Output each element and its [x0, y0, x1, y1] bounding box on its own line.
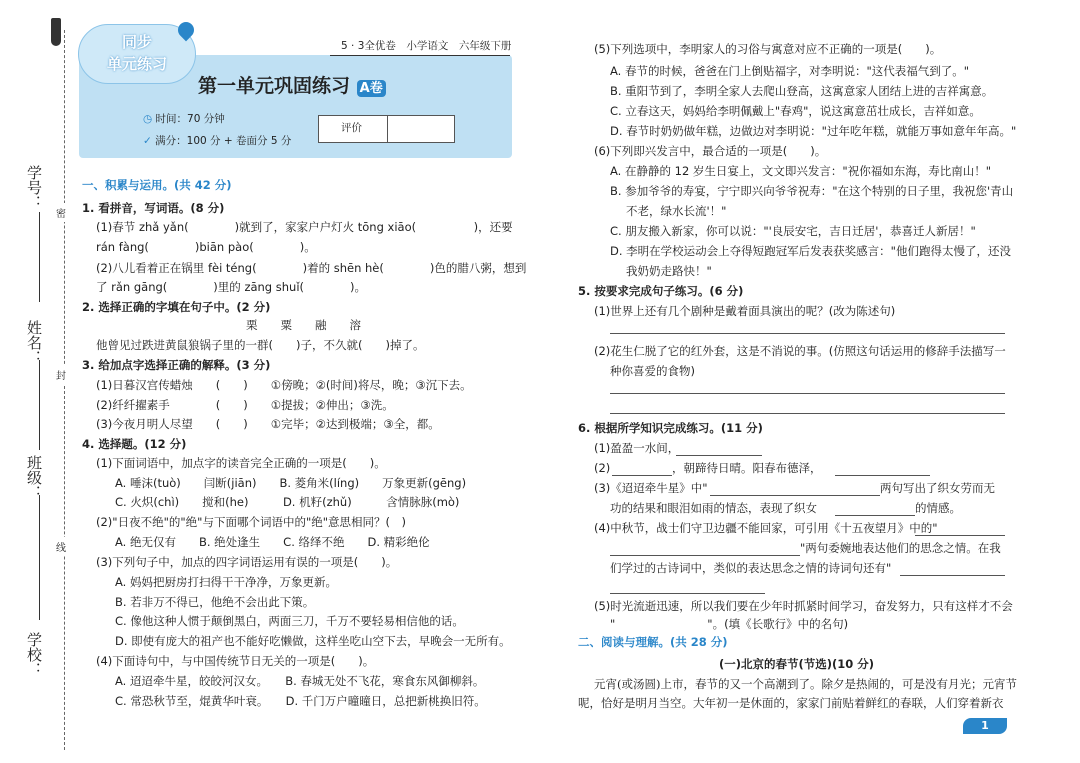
q6-2-text: ，朝蹄待日晴。阳春布德泽，	[672, 461, 822, 475]
pen-icon	[51, 18, 61, 46]
q4-2-options: A. 绝无仅有 B. 绝处逢生 C. 络绎不绝 D. 精彩绝伦	[115, 535, 430, 549]
seal-mark: 线	[56, 537, 66, 556]
answer-line[interactable]	[835, 475, 930, 476]
page-title	[198, 77, 386, 96]
evaluation-box[interactable]	[318, 115, 455, 143]
reading-title: (一)北京的春节(节选)(10 分)	[719, 657, 875, 671]
q3-item-2: (2)纤纤擢素手 ( ) ①提拔；②伸出；③洗。	[96, 398, 394, 412]
series-underline	[330, 55, 510, 56]
q6-2-prefix: (2)	[594, 461, 611, 475]
q3-item-3: (3)今夜月明人尽望 ( ) ①完毕；②达到极端；③全，都。	[96, 417, 440, 431]
q6-3-c: 功的结果和眼泪如雨的情态，表现了织女	[610, 501, 817, 515]
q6-3-a: (3)《迢迢牵牛星》中"	[594, 481, 708, 495]
answer-line[interactable]	[610, 333, 1005, 334]
q6-heading: 6. 根据所学知识完成练习。(11 分)	[578, 421, 763, 435]
answer-line[interactable]	[710, 495, 880, 496]
q6-3-b: 两句写出了织女劳而无	[880, 481, 995, 495]
answer-line[interactable]	[610, 555, 800, 556]
name-label: 姓名：	[25, 320, 43, 365]
time-text: 时间：70 分钟	[155, 113, 225, 125]
answer-line[interactable]	[610, 413, 1005, 414]
q4-6-option-b-cont: 不老，绿水长流'！"	[626, 204, 727, 218]
q4-6-option-b: B. 参加爷爷的寿宴，宁宁即兴向爷爷祝寿："在这个特别的日子里，我祝您'青山	[610, 184, 1014, 198]
seal-mark: 密	[56, 203, 66, 222]
q4-6-stem: (6)下列即兴发言中，最合适的一项是( )。	[594, 144, 827, 158]
section2-heading: 二、阅读与理解。(共 28 分)	[578, 635, 728, 649]
q4-2-stem: (2)"日夜不绝"的"绝"与下面哪个词语中的"绝"意思相同？( )	[96, 515, 406, 529]
score-text: 满分：100 分 + 卷面分 5 分	[155, 135, 292, 147]
q2-sentence: 他曾见过跌进黄鼠狼锅子里的一群( )子，不久就( )掉了。	[96, 338, 425, 352]
q3-item-1: (1)日暮汉宫传蜡烛 ( ) ①傍晚；②(时间)将尽，晚；③沉下去。	[96, 378, 472, 392]
q6-5: (5)时光流逝迅速，所以我们要在少年时抓紧时间学习，奋发努力，只有这样才不会	[594, 599, 1013, 613]
q4-1-stem: (1)下面词语中，加点字的读音完全正确的一项是( )。	[96, 456, 386, 470]
class-label: 班级：	[25, 455, 43, 500]
clock-icon: ◷	[143, 113, 153, 125]
class-line	[39, 495, 40, 620]
q5-2-stem-cont: 种你喜爱的食物)	[610, 364, 695, 378]
evaluation-label: 评价	[341, 122, 362, 134]
q4-1-options-cd: C. 火炽(chì) 搅和(he) D. 机籽(zhǔ) 含情脉脉(mò)	[115, 495, 460, 509]
q1-line-c: (2)八儿看着正在锅里 fèi téng( )着的 shēn hè( )色的腊八粥，想到	[96, 261, 527, 275]
q4-6-option-c: C. 朋友搬入新家，你可以说："'良辰安宅，吉日迁居'，恭喜迁人新居！"	[610, 224, 976, 238]
q4-3-option-d: D. 即使有庞大的祖产也不能好吃懒做，这样坐吃山空下去，早晚会一无所有。	[115, 634, 511, 648]
answer-line[interactable]	[610, 593, 765, 594]
answer-line[interactable]	[835, 515, 915, 516]
q1-line-a: (1)春节 zhǎ yǎn( )就到了，家家户户灯火 tōng xiāo( )，还要	[96, 220, 513, 234]
q2-characters: 栗 粟 融 溶	[246, 318, 361, 332]
q5-2-stem: (2)花生仁脱了它的红外套，这是不消说的事。(仿照这句话运用的修辞手法描写一	[594, 344, 1006, 358]
time-info	[143, 114, 225, 125]
q4-3-option-a: A. 妈妈把厨房打扫得干干净净，万象更新。	[115, 575, 337, 589]
title-badge: A卷	[357, 80, 386, 97]
q4-5-stem: (5)下列选项中，李明家人的习俗与寓意对应不正确的一项是( )。	[594, 42, 942, 56]
q4-heading: 4. 选择题。(12 分)	[82, 437, 187, 451]
q3-heading: 3. 给加点字选择正确的解释。(3 分)	[82, 358, 271, 372]
q4-5-option-a: A. 春节的时候，爸爸在门上倒贴福字，对李明说："这代表福气到了。"	[610, 64, 970, 78]
q1-heading: 1. 看拼音，写词语。(8 分)	[82, 201, 225, 215]
q1-line-d: 了 rǎn gāng( )里的 zāng shuǐ( )。	[96, 280, 367, 294]
evaluation-divider	[387, 116, 388, 142]
q6-5-cont: " "。(填《长歌行》中的名句)	[610, 617, 849, 631]
q4-5-option-c: C. 立春这天，妈妈给李明佩戴上"春鸡"，说这寓意茁壮成长，吉祥如意。	[610, 104, 981, 118]
q4-1-options-ab: A. 唾沫(tuò) 闫断(jiān) B. 菱角米(líng) 万象更新(gēng)	[115, 476, 467, 490]
student-no-line	[39, 212, 40, 302]
answer-line[interactable]	[676, 455, 762, 456]
q6-4-a: (4)中秋节，战士们守卫边疆不能回家，可引用《十五夜望月》中的"	[594, 521, 938, 535]
q4-6-option-a: A. 在静静的 12 岁生日宴上，文文即兴发言："祝你福如东海，寿比南山！"	[610, 164, 991, 178]
school-label: 学校：	[25, 632, 43, 677]
answer-line[interactable]	[915, 535, 1005, 536]
score-info	[143, 136, 291, 147]
q4-4-stem: (4)下面诗句中，与中国传统节日无关的一项是( )。	[96, 654, 375, 668]
q4-3-option-b: B. 若非万不得已，他绝不会出此下策。	[115, 595, 315, 609]
q4-3-option-c: C. 像他这种人惯于颠倒黑白，两面三刀，千万不要轻易相信他的话。	[115, 614, 464, 628]
q4-6-option-d: D. 李明在学校运动会上夺得短跑冠军后发表获奖感言："他们跑得太慢了，还没	[610, 244, 1011, 258]
q6-1: (1)盈盈一水间，	[594, 441, 680, 455]
q6-4-b: "两句委婉地表达他们的思念之情。在我	[800, 541, 1001, 555]
q4-5-option-d: D. 春节时奶奶做年糕，边做边对李明说："过年吃年糕，就能万事如意年年高。"	[610, 124, 1017, 138]
q5-heading: 5. 按要求完成句子练习。(6 分)	[578, 284, 744, 298]
badge-line2: 单元练习	[106, 55, 167, 73]
page-number: 1	[963, 718, 1007, 734]
reading-line-1: 元宵(或汤圆)上市，春节的又一个高潮到了。除夕是热闹的，可是没有月光；元宵节	[594, 677, 1017, 691]
student-no-label: 学号：	[25, 165, 43, 210]
q1-line-b: rán fàng( )biān pào( )。	[96, 240, 316, 254]
q4-4-options-cd: C. 常恐秋节至，焜黄华叶衰。 D. 千门万户曈曈日，总把新桃换旧符。	[115, 694, 486, 708]
q6-4-c: 们学过的古诗词中，类似的表达思念之情的诗词句还有"	[610, 561, 892, 575]
check-icon: ✓	[143, 135, 152, 147]
q4-4-options-ab: A. 迢迢牵牛星，皎皎河汉女。 B. 春城无处不飞花，寒食东风御柳斜。	[115, 674, 485, 688]
q4-3-stem: (3)下列句子中，加点的四字词语运用有误的一项是( )。	[96, 555, 398, 569]
q5-1-stem: (1)世界上还有几个剧种是戴着面具演出的呢？(改为陈述句)	[594, 304, 896, 318]
reading-line-2: 呢，恰好是明月当空。大年初一是休面的，家家门前贴着鲜红的春联，人们穿着新衣	[578, 696, 1004, 710]
answer-line[interactable]	[612, 475, 672, 476]
name-line	[39, 360, 40, 450]
seal-mark: 封	[56, 365, 66, 384]
badge-line1: 同步	[121, 33, 152, 51]
answer-line[interactable]	[610, 393, 1005, 394]
section1-heading: 一、积累与运用。(共 42 分)	[82, 178, 232, 192]
q2-heading: 2. 选择正确的字填在句子中。(2 分)	[82, 300, 271, 314]
q4-6-option-d-cont: 我奶奶走路快！"	[626, 264, 712, 278]
series-label: 5 · 3全优卷 小学语文 六年级下册	[341, 40, 512, 52]
answer-line[interactable]	[900, 575, 1005, 576]
q6-3-d: 的情感。	[915, 501, 961, 515]
binding-cut-line	[64, 30, 65, 750]
title-text: 第一单元巩固练习	[198, 75, 351, 97]
q4-5-option-b: B. 重阳节到了，李明全家人去爬山登高，这寓意家人团结上进的吉祥寓意。	[610, 84, 994, 98]
